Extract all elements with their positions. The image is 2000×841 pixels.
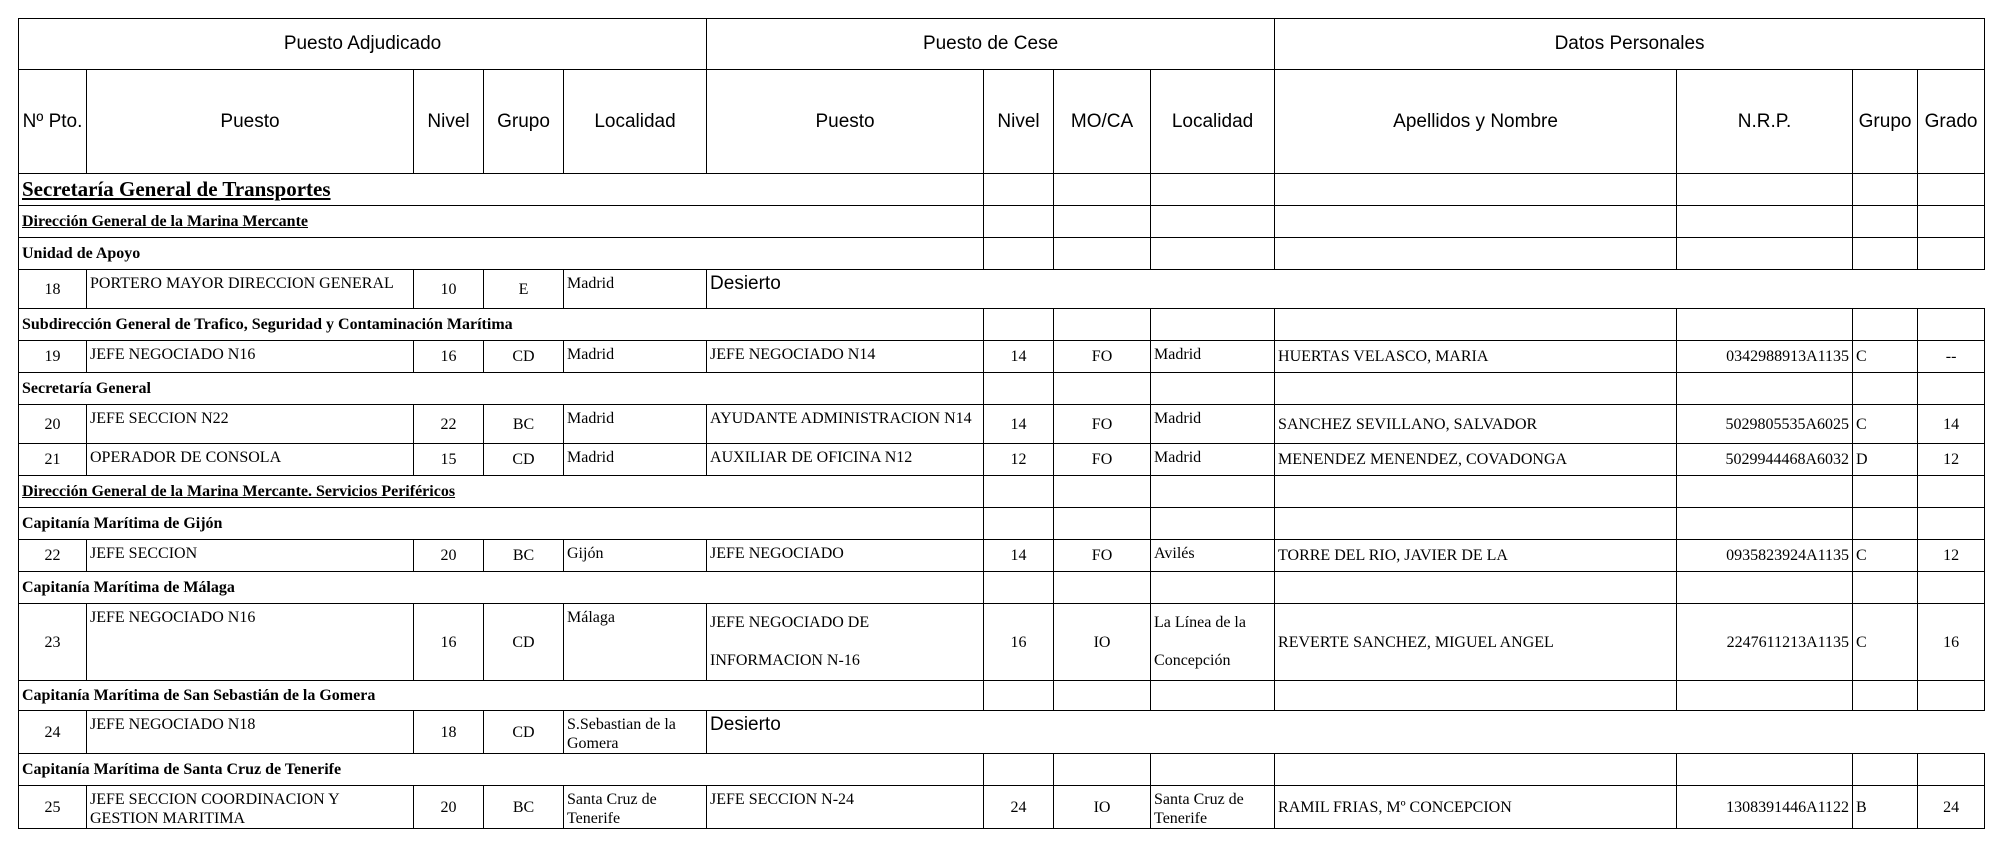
cell-localidad: Gijón bbox=[564, 540, 707, 572]
cell-localidad: Málaga bbox=[564, 604, 707, 681]
cell-grupo: BC bbox=[484, 540, 564, 572]
cell-puesto: JEFE NEGOCIADO N18 bbox=[87, 711, 414, 754]
cell-puesto: JEFE SECCION N22 bbox=[87, 405, 414, 444]
col-n-pto: Nº Pto. bbox=[19, 70, 87, 174]
section-title: Capitanía Marítima de Gijón bbox=[19, 508, 984, 540]
section-title: Secretaría General de Transportes bbox=[19, 174, 984, 206]
cell-dp-grupo: C bbox=[1853, 540, 1918, 572]
cell-cese-puesto: JEFE SECCION N-24 bbox=[707, 786, 984, 829]
header-puesto-cese: Puesto de Cese bbox=[707, 19, 1275, 70]
section-row bbox=[19, 508, 1985, 540]
cell-grado: 12 bbox=[1918, 540, 1985, 572]
cell-cese-localidad: Madrid bbox=[1151, 405, 1275, 444]
cell-n-pto: 19 bbox=[19, 341, 87, 373]
cell-dp-grupo: D bbox=[1853, 444, 1918, 476]
cell-cese-puesto: JEFE NEGOCIADO N14 bbox=[707, 341, 984, 373]
cell-cese-nivel: 16 bbox=[984, 604, 1054, 681]
cell-dp-grupo: C bbox=[1853, 341, 1918, 373]
document-page bbox=[18, 18, 1985, 829]
cell-nivel: 16 bbox=[414, 604, 484, 681]
cell-cese-nivel: 12 bbox=[984, 444, 1054, 476]
cell-n-pto: 22 bbox=[19, 540, 87, 572]
cell-puesto: JEFE SECCION bbox=[87, 540, 414, 572]
col-apellidos-nombre: Apellidos y Nombre bbox=[1275, 70, 1677, 174]
cell-nombre: RAMIL FRIAS, Mº CONCEPCION bbox=[1275, 786, 1677, 829]
cell-moca: FO bbox=[1054, 540, 1151, 572]
cell-cese-nivel: 14 bbox=[984, 540, 1054, 572]
cell-puesto: JEFE NEGOCIADO N16 bbox=[87, 341, 414, 373]
cell-cese-localidad: Madrid bbox=[1151, 444, 1275, 476]
cell-n-pto: 21 bbox=[19, 444, 87, 476]
section-row bbox=[19, 238, 1985, 270]
cell-nombre: MENENDEZ MENENDEZ, COVADONGA bbox=[1275, 444, 1677, 476]
cell-nivel: 15 bbox=[414, 444, 484, 476]
cell-moca: FO bbox=[1054, 341, 1151, 373]
cell-puesto: OPERADOR DE CONSOLA bbox=[87, 444, 414, 476]
section-row bbox=[19, 754, 1985, 786]
col-nrp: N.R.P. bbox=[1677, 70, 1853, 174]
cell-moca: IO bbox=[1054, 786, 1151, 829]
cell-puesto: JEFE NEGOCIADO N16 bbox=[87, 604, 414, 681]
table-row bbox=[19, 341, 1985, 373]
section-title: Dirección General de la Marina Mercante. Servicios Periféricos bbox=[19, 476, 984, 508]
cell-moca: FO bbox=[1054, 444, 1151, 476]
cell-cese-nivel: 14 bbox=[984, 341, 1054, 373]
col-localidad: Localidad bbox=[564, 70, 707, 174]
section-title: Capitanía Marítima de San Sebastián de la Gomera bbox=[19, 681, 984, 711]
table-row bbox=[19, 270, 1985, 309]
cell-cese-nivel: 24 bbox=[984, 786, 1054, 829]
cell-localidad: Madrid bbox=[564, 444, 707, 476]
cell-nrp: 5029805535A6025 bbox=[1677, 405, 1853, 444]
section-title: Capitanía Marítima de Málaga bbox=[19, 572, 984, 604]
section-row bbox=[19, 681, 1985, 711]
cell-grupo: CD bbox=[484, 341, 564, 373]
cell-nrp: 0342988913A1135 bbox=[1677, 341, 1853, 373]
cell-cese-puesto: AYUDANTE ADMINISTRACION N14 bbox=[707, 405, 984, 444]
cell-cese-localidad: Avilés bbox=[1151, 540, 1275, 572]
cell-n-pto: 23 bbox=[19, 604, 87, 681]
cell-dp-grupo: C bbox=[1853, 604, 1918, 681]
adjudicaciones-table bbox=[18, 18, 1985, 829]
cell-grado: 24 bbox=[1918, 786, 1985, 829]
col-cese-nivel: Nivel bbox=[984, 70, 1054, 174]
table-row bbox=[19, 444, 1985, 476]
table-row bbox=[19, 604, 1985, 681]
cell-nombre: REVERTE SANCHEZ, MIGUEL ANGEL bbox=[1275, 604, 1677, 681]
cell-grupo: CD bbox=[484, 604, 564, 681]
header-puesto-adjudicado: Puesto Adjudicado bbox=[19, 19, 707, 70]
section-title: Subdirección General de Trafico, Seguridad y Contaminación Marítima bbox=[19, 309, 984, 341]
col-dp-grado: Grado bbox=[1918, 70, 1985, 174]
section-title: Unidad de Apoyo bbox=[19, 238, 984, 270]
cell-n-pto: 25 bbox=[19, 786, 87, 829]
cell-moca: FO bbox=[1054, 405, 1151, 444]
cell-grupo: CD bbox=[484, 444, 564, 476]
section-row bbox=[19, 309, 1985, 341]
cell-nivel: 20 bbox=[414, 786, 484, 829]
cell-grado: 12 bbox=[1918, 444, 1985, 476]
col-dp-grupo: Grupo bbox=[1853, 70, 1918, 174]
cell-nrp: 0935823924A1135 bbox=[1677, 540, 1853, 572]
table-row bbox=[19, 540, 1985, 572]
cell-dp-grupo: B bbox=[1853, 786, 1918, 829]
cell-n-pto: 18 bbox=[19, 270, 87, 309]
col-grupo: Grupo bbox=[484, 70, 564, 174]
cell-dp-grupo: C bbox=[1853, 405, 1918, 444]
cell-grado: -- bbox=[1918, 341, 1985, 373]
section-row bbox=[19, 373, 1985, 405]
section-title: Secretaría General bbox=[19, 373, 984, 405]
cell-nombre: SANCHEZ SEVILLANO, SALVADOR bbox=[1275, 405, 1677, 444]
cell-puesto: PORTERO MAYOR DIRECCION GENERAL bbox=[87, 270, 414, 309]
col-puesto: Puesto bbox=[87, 70, 414, 174]
cell-nombre: TORRE DEL RIO, JAVIER DE LA bbox=[1275, 540, 1677, 572]
section-row bbox=[19, 572, 1985, 604]
col-cese-localidad: Localidad bbox=[1151, 70, 1275, 174]
cell-nivel: 16 bbox=[414, 341, 484, 373]
cell-nivel: 18 bbox=[414, 711, 484, 754]
cell-grado: 14 bbox=[1918, 405, 1985, 444]
cell-cese-puesto: AUXILIAR DE OFICINA N12 bbox=[707, 444, 984, 476]
cell-nrp: 5029944468A6032 bbox=[1677, 444, 1853, 476]
cell-cese-puesto: JEFE NEGOCIADO DE INFORMACION N-16 bbox=[707, 604, 984, 681]
col-cese-puesto: Puesto bbox=[707, 70, 984, 174]
cell-nivel: 22 bbox=[414, 405, 484, 444]
col-cese-moca: MO/CA bbox=[1054, 70, 1151, 174]
cell-grupo: CD bbox=[484, 711, 564, 754]
section-title: Dirección General de la Marina Mercante bbox=[19, 206, 984, 238]
section-row bbox=[19, 174, 1985, 206]
section-row bbox=[19, 206, 1985, 238]
header-datos-personales: Datos Personales bbox=[1275, 19, 1985, 70]
cell-nivel: 10 bbox=[414, 270, 484, 309]
section-row bbox=[19, 476, 1985, 508]
table-row bbox=[19, 786, 1985, 829]
cell-cese-localidad: La Línea de la Concepción bbox=[1151, 604, 1275, 681]
cell-cese-puesto: JEFE NEGOCIADO bbox=[707, 540, 984, 572]
section-title: Capitanía Marítima de Santa Cruz de Tenerife bbox=[19, 754, 984, 786]
cell-nombre: HUERTAS VELASCO, MARIA bbox=[1275, 341, 1677, 373]
table-row bbox=[19, 711, 1985, 754]
cell-grado: 16 bbox=[1918, 604, 1985, 681]
cell-localidad: Madrid bbox=[564, 341, 707, 373]
cell-cese-nivel: 14 bbox=[984, 405, 1054, 444]
cell-n-pto: 20 bbox=[19, 405, 87, 444]
cell-cese-localidad: Santa Cruz de Tenerife bbox=[1151, 786, 1275, 829]
cell-localidad: Santa Cruz de Tenerife bbox=[564, 786, 707, 829]
cell-nrp: 1308391446A1122 bbox=[1677, 786, 1853, 829]
cell-desierto: Desierto bbox=[707, 270, 1985, 309]
cell-localidad: Madrid bbox=[564, 270, 707, 309]
cell-cese-localidad: Madrid bbox=[1151, 341, 1275, 373]
cell-grupo: E bbox=[484, 270, 564, 309]
cell-localidad: S.Sebastian de la Gomera bbox=[564, 711, 707, 754]
cell-nrp: 2247611213A1135 bbox=[1677, 604, 1853, 681]
cell-moca: IO bbox=[1054, 604, 1151, 681]
table-row bbox=[19, 405, 1985, 444]
cell-nivel: 20 bbox=[414, 540, 484, 572]
col-nivel: Nivel bbox=[414, 70, 484, 174]
cell-n-pto: 24 bbox=[19, 711, 87, 754]
cell-localidad: Madrid bbox=[564, 405, 707, 444]
cell-grupo: BC bbox=[484, 786, 564, 829]
cell-grupo: BC bbox=[484, 405, 564, 444]
cell-desierto: Desierto bbox=[707, 711, 1985, 754]
cell-puesto: JEFE SECCION COORDINACION Y GESTION MARITIMA bbox=[87, 786, 414, 829]
